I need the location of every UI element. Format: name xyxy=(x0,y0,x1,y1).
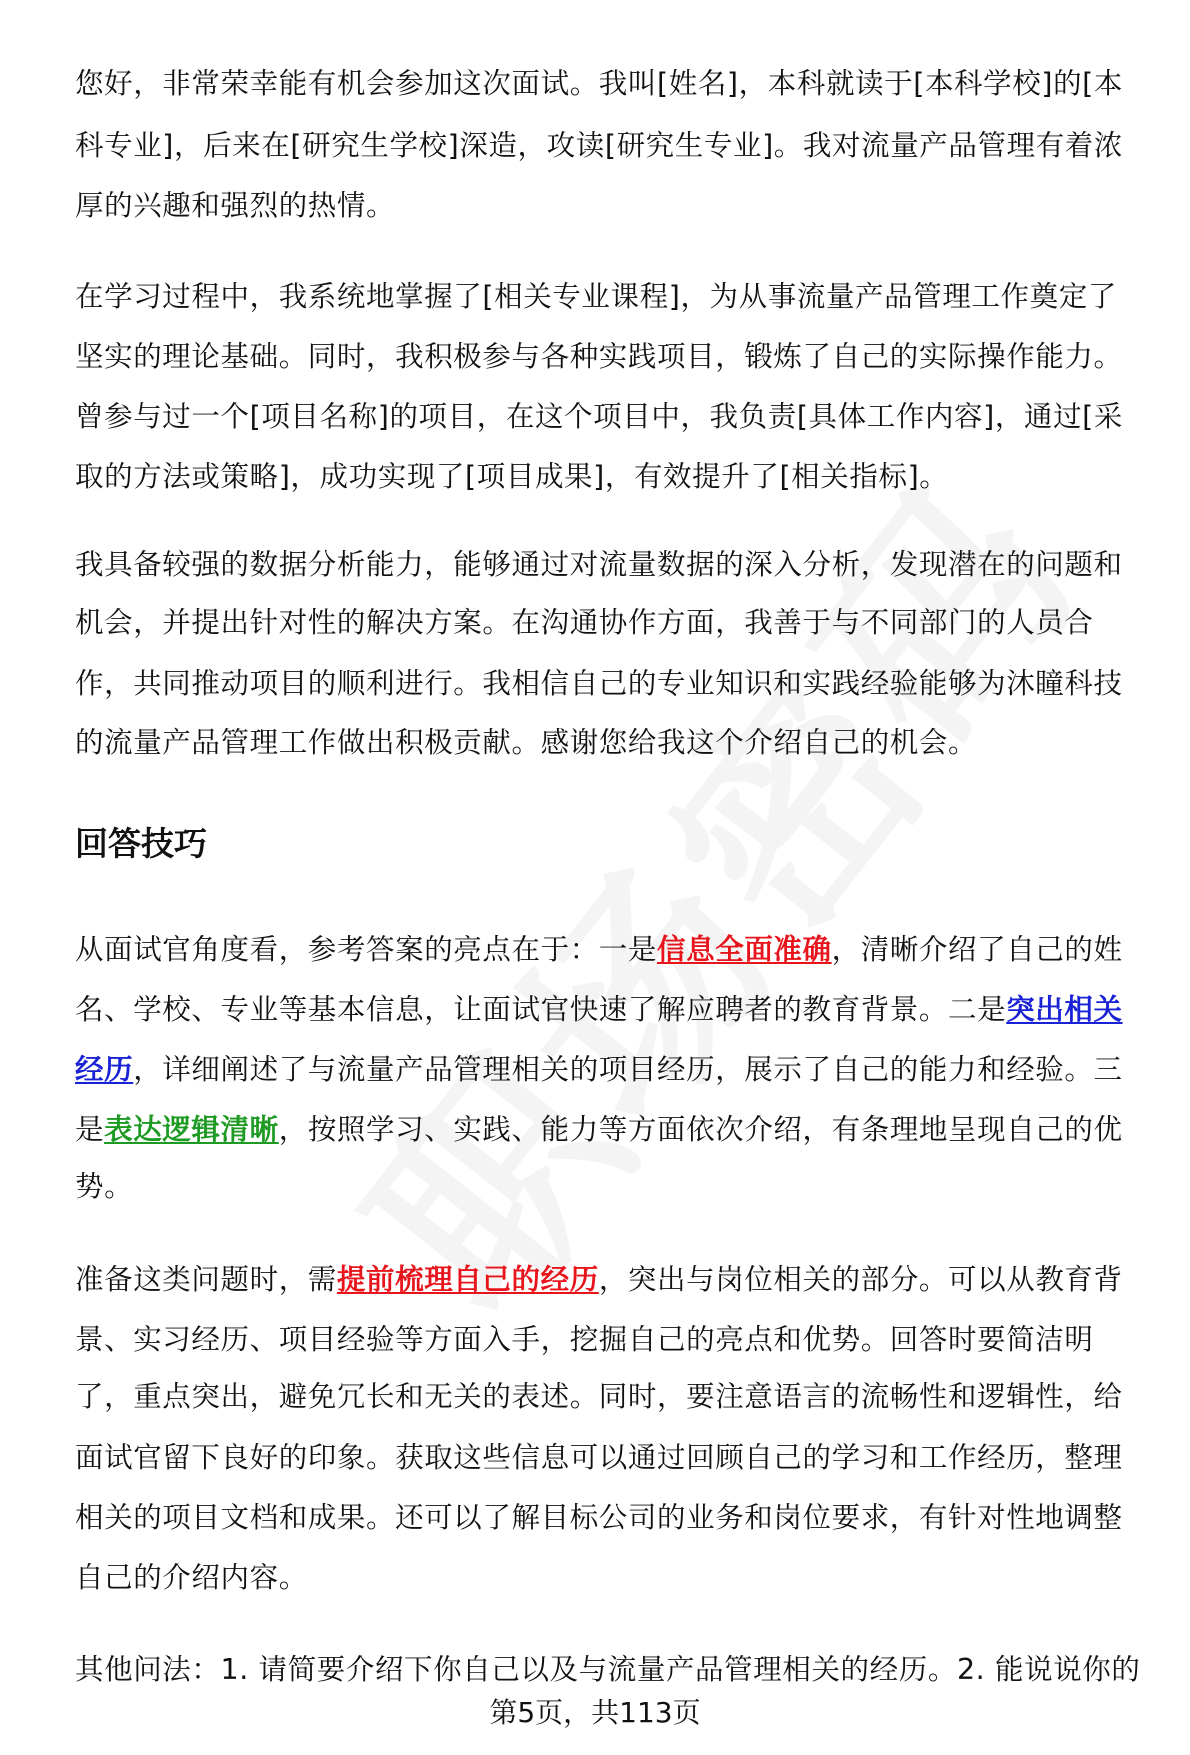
text-line xyxy=(75,64,1160,104)
text-segment: 在学习过程中，我系统地掌握了[相关专业课程]，为从事流量产品管理工作奠定了 xyxy=(75,280,1117,313)
text-segment: 的流量产品管理工作做出积极贡献。感谢您给我这个介绍自己的机会。 xyxy=(75,726,978,759)
text-segment: 准备这类问题时，需 xyxy=(75,1263,337,1296)
text-line xyxy=(75,1260,1160,1300)
highlighted-keyphrase: 信息全面准确 xyxy=(657,933,832,966)
text-segment: 从面试官角度看，参考答案的亮点在于：一是 xyxy=(75,933,658,966)
text-line xyxy=(75,1438,1160,1478)
text-segment: 坚实的理论基础。同时，我积极参与各种实践项目，锻炼了自己的实际操作能力。 xyxy=(75,340,1123,373)
section-heading: 回答技巧 xyxy=(75,824,207,863)
text-line xyxy=(75,1110,1160,1150)
text-segment: ，按照学习、实践、能力等方面依次介绍，有条理地呈现自己的优 xyxy=(278,1113,1123,1146)
text-line xyxy=(75,1050,1160,1090)
text-segment: 科专业]，后来在[研究生学校]深造，攻读[研究生专业]。我对流量产品管理有着浓 xyxy=(75,129,1123,162)
text-line xyxy=(75,990,1160,1030)
text-line xyxy=(75,1377,1160,1417)
text-segment: ，详细阐述了与流量产品管理相关的项目经历，展示了自己的能力和经验。三 xyxy=(133,1053,1123,1086)
text-line xyxy=(75,126,1160,166)
text-line xyxy=(75,1498,1160,1538)
text-segment: 面试官留下良好的印象。获取这些信息可以通过回顾自己的学习和工作经历，整理 xyxy=(75,1441,1123,1474)
text-segment: 自己的介绍内容。 xyxy=(75,1561,308,1594)
text-line xyxy=(75,397,1160,437)
text-segment: 曾参与过一个[项目名称]的项目，在这个项目中，我负责[具体工作内容]，通过[采 xyxy=(75,400,1123,433)
text-segment: 作，共同推动项目的顺利进行。我相信自己的专业知识和实践经验能够为沐瞳科技 xyxy=(75,667,1123,700)
text-segment: 其他问法：1. 请简要介绍下你自己以及与流量产品管理相关的经历。2. 能说说你的 xyxy=(75,1653,1141,1686)
text-segment: 名、学校、专业等基本信息，让面试官快速了解应聘者的教育背景。二是 xyxy=(75,993,1007,1026)
text-segment: 我具备较强的数据分析能力，能够通过对流量数据的深入分析，发现潜在的问题和 xyxy=(75,548,1123,581)
page-footer xyxy=(0,1693,1190,1733)
text-segment: 机会，并提出针对性的解决方案。在沟通协作方面，我善于与不同部门的人员合 xyxy=(75,606,1094,639)
text-line xyxy=(75,930,1160,970)
text-segment: 取的方法或策略]，成功实现了[项目成果]，有效提升了[相关指标]。 xyxy=(75,460,949,493)
highlighted-keyphrase: 经历 xyxy=(75,1053,134,1086)
text-segment: 相关的项目文档和成果。还可以了解目标公司的业务和岗位要求，有针对性地调整 xyxy=(75,1501,1123,1534)
text-line xyxy=(75,664,1160,704)
text-line xyxy=(75,1167,1160,1207)
text-line xyxy=(75,457,1160,497)
text-segment: 是 xyxy=(75,1113,105,1146)
text-line xyxy=(75,1650,1160,1690)
text-line xyxy=(75,1320,1160,1360)
page-indicator: 第5页，共113页 xyxy=(485,1696,704,1729)
text-segment: 厚的兴趣和强烈的热情。 xyxy=(75,189,396,222)
text-line xyxy=(75,1558,1160,1598)
text-segment: ，清晰介绍了自己的姓 xyxy=(831,933,1123,966)
text-segment: ，突出与岗位相关的部分。可以从教育背 xyxy=(598,1263,1123,1296)
highlighted-keyphrase: 表达逻辑清晰 xyxy=(104,1113,279,1146)
text-segment: 您好，非常荣幸能有机会参加这次面试。我叫[姓名]，本科就读于[本科学校]的[本 xyxy=(75,67,1123,100)
text-line xyxy=(75,545,1160,585)
text-line xyxy=(75,277,1160,317)
highlighted-keyphrase: 提前梳理自己的经历 xyxy=(336,1263,599,1296)
text-segment: 了，重点突出，避免冗长和无关的表述。同时，要注意语言的流畅性和逻辑性，给 xyxy=(75,1380,1123,1413)
highlighted-keyphrase: 突出相关 xyxy=(1006,993,1123,1026)
text-line xyxy=(75,603,1160,643)
text-line xyxy=(75,723,1160,763)
text-segment: 势。 xyxy=(75,1170,134,1203)
text-line xyxy=(75,337,1160,377)
text-segment: 景、实习经历、项目经验等方面入手，挖掘自己的亮点和优势。回答时要简洁明 xyxy=(75,1323,1094,1356)
text-line xyxy=(75,186,1160,226)
